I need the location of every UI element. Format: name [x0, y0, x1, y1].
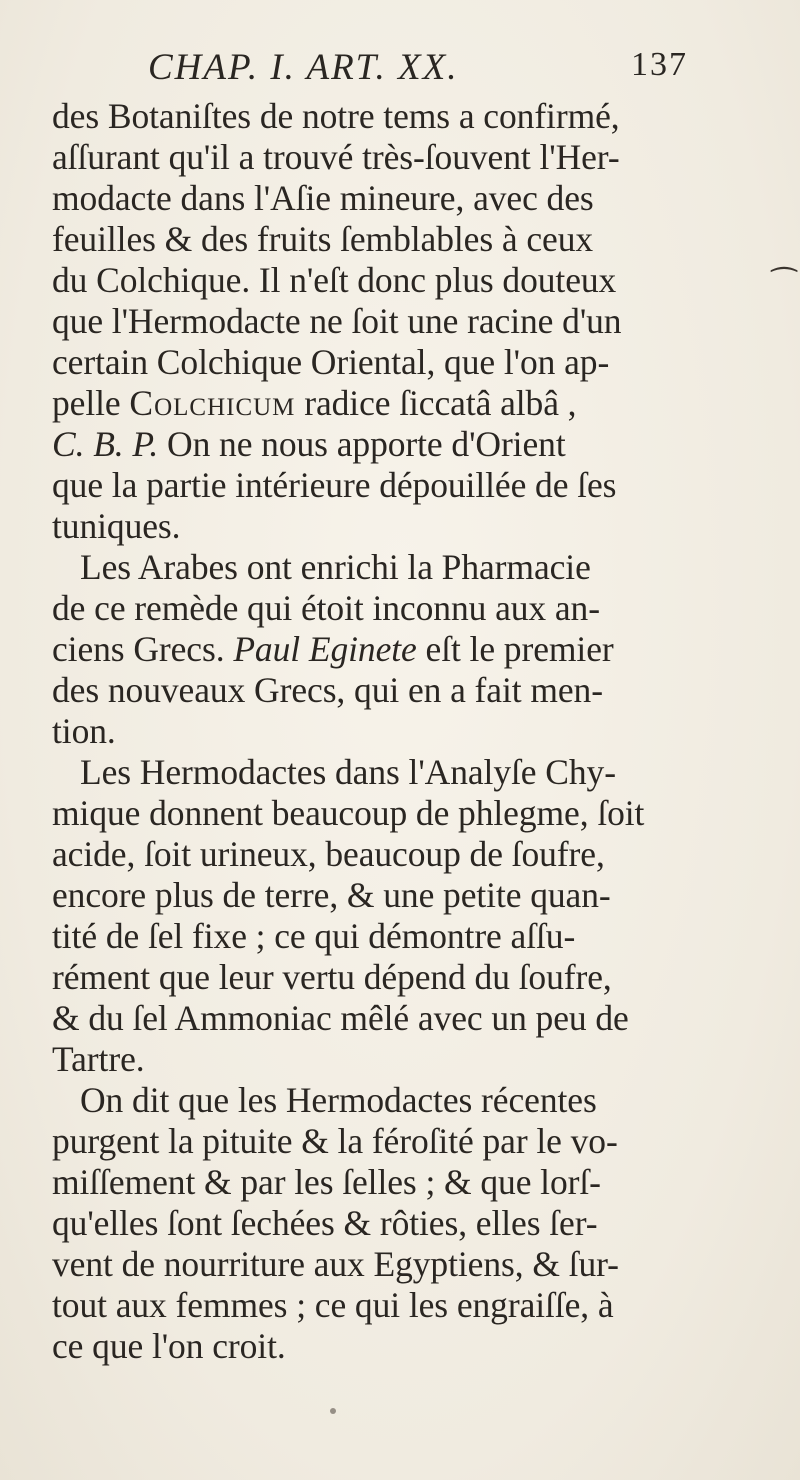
- text-segment: du Colchique. Il n'eſt donc plus douteux: [52, 260, 617, 300]
- text-segment: que l'Hermodacte ne ſoit une racine d'un: [52, 301, 622, 341]
- text-segment: encore plus de terre, & une petite quan-: [52, 875, 611, 915]
- text-line: [52, 629, 792, 670]
- text-line: [52, 957, 792, 998]
- text-line: [52, 342, 792, 383]
- text-line: [52, 670, 792, 711]
- text-segment: tion.: [52, 711, 116, 751]
- text-segment: tout aux femmes ; ce qui les engraiſſe, à: [52, 1285, 614, 1325]
- text-segment: de ce remède qui étoit inconnu aux an-: [52, 588, 600, 628]
- text-segment: On dit que les Hermodactes récentes: [80, 1080, 597, 1120]
- text-line: [52, 711, 792, 752]
- text-line: [52, 1080, 792, 1121]
- text-line: [52, 1162, 792, 1203]
- paper-speck: [330, 1408, 336, 1414]
- text-segment: Les Arabes ont enrichi la Pharmacie: [80, 547, 591, 587]
- margin-mark: ⁀: [772, 268, 797, 303]
- text-segment: que la partie intérieure dépouillée de ſes: [52, 465, 617, 505]
- text-line: [52, 793, 792, 834]
- text-segment: qu'elles ſont ſechées & rôties, elles ſer-: [52, 1203, 598, 1243]
- text-segment: & du ſel Ammoniac mêlé avec un peu de: [52, 998, 629, 1038]
- text-line: [52, 178, 792, 219]
- text-segment: feuilles & des fruits ſemblables à ceux: [52, 219, 594, 259]
- text-line: [52, 301, 792, 342]
- text-line: [52, 875, 792, 916]
- text-line: [52, 1326, 792, 1367]
- text-segment: certain Colchique Oriental, que l'on ap-: [52, 342, 610, 382]
- text-line: [52, 916, 792, 957]
- text-segment: modacte dans l'Aſie mineure, avec des: [52, 178, 594, 218]
- styled-text-segment: Paul Eginete: [233, 629, 417, 669]
- text-line: [52, 260, 792, 301]
- text-line: [52, 1203, 792, 1244]
- text-segment: Les Hermodactes dans l'Analyſe Chy-: [80, 752, 616, 792]
- body-text: [52, 96, 792, 1367]
- text-line: [52, 1244, 792, 1285]
- text-segment: purgent la pituite & la féroſité par le vo-: [52, 1121, 618, 1161]
- text-line: [52, 588, 792, 629]
- text-line: [52, 465, 792, 506]
- text-line: [52, 998, 792, 1039]
- text-segment: tité de ſel fixe ; ce qui démontre aſſu-: [52, 916, 576, 956]
- styled-text-segment: C. B. P.: [52, 424, 159, 464]
- running-head: [140, 46, 700, 94]
- text-line: [52, 383, 792, 424]
- text-segment: miſſement & par les ſelles ; & que lorſ-: [52, 1162, 601, 1202]
- text-line: [52, 506, 792, 547]
- text-segment: mique donnent beaucoup de phlegme, ſoit: [52, 793, 645, 833]
- text-segment: Tartre.: [52, 1039, 145, 1079]
- text-segment: des Botaniſtes de notre tems a confirmé,: [52, 96, 620, 136]
- text-line: [52, 219, 792, 260]
- text-line: [52, 834, 792, 875]
- text-line: [52, 1285, 792, 1326]
- text-line: [52, 1039, 792, 1080]
- styled-text-segment: Colchicum: [129, 383, 296, 423]
- chapter-heading: CHAP. I. ART. XX.: [148, 47, 459, 88]
- text-segment: On ne nous apporte d'Orient: [158, 424, 566, 464]
- text-segment: ciens Grecs.: [52, 629, 234, 669]
- text-segment: aſſurant qu'il a trouvé très-ſouvent l'Her-: [52, 137, 620, 177]
- text-segment: rément que leur vertu dépend du ſoufre,: [52, 957, 612, 997]
- text-line: [52, 96, 792, 137]
- text-segment: vent de nourriture aux Egyptiens, & ſur-: [52, 1244, 619, 1284]
- text-segment: eſt le premier: [416, 629, 614, 669]
- text-line: [52, 424, 792, 465]
- text-line: [52, 1121, 792, 1162]
- text-line: [52, 752, 792, 793]
- text-line: [52, 547, 792, 588]
- text-segment: pelle: [52, 383, 130, 423]
- text-line: [52, 137, 792, 178]
- text-segment: acide, ſoit urineux, beaucoup de ſoufre,: [52, 834, 605, 874]
- text-segment: radice ſiccatâ albâ ,: [295, 383, 577, 423]
- text-segment: des nouveaux Grecs, qui en a fait men-: [52, 670, 603, 710]
- text-segment: tuniques.: [52, 506, 181, 546]
- page-number: 137: [631, 46, 688, 83]
- text-segment: ce que l'on croit.: [52, 1326, 286, 1366]
